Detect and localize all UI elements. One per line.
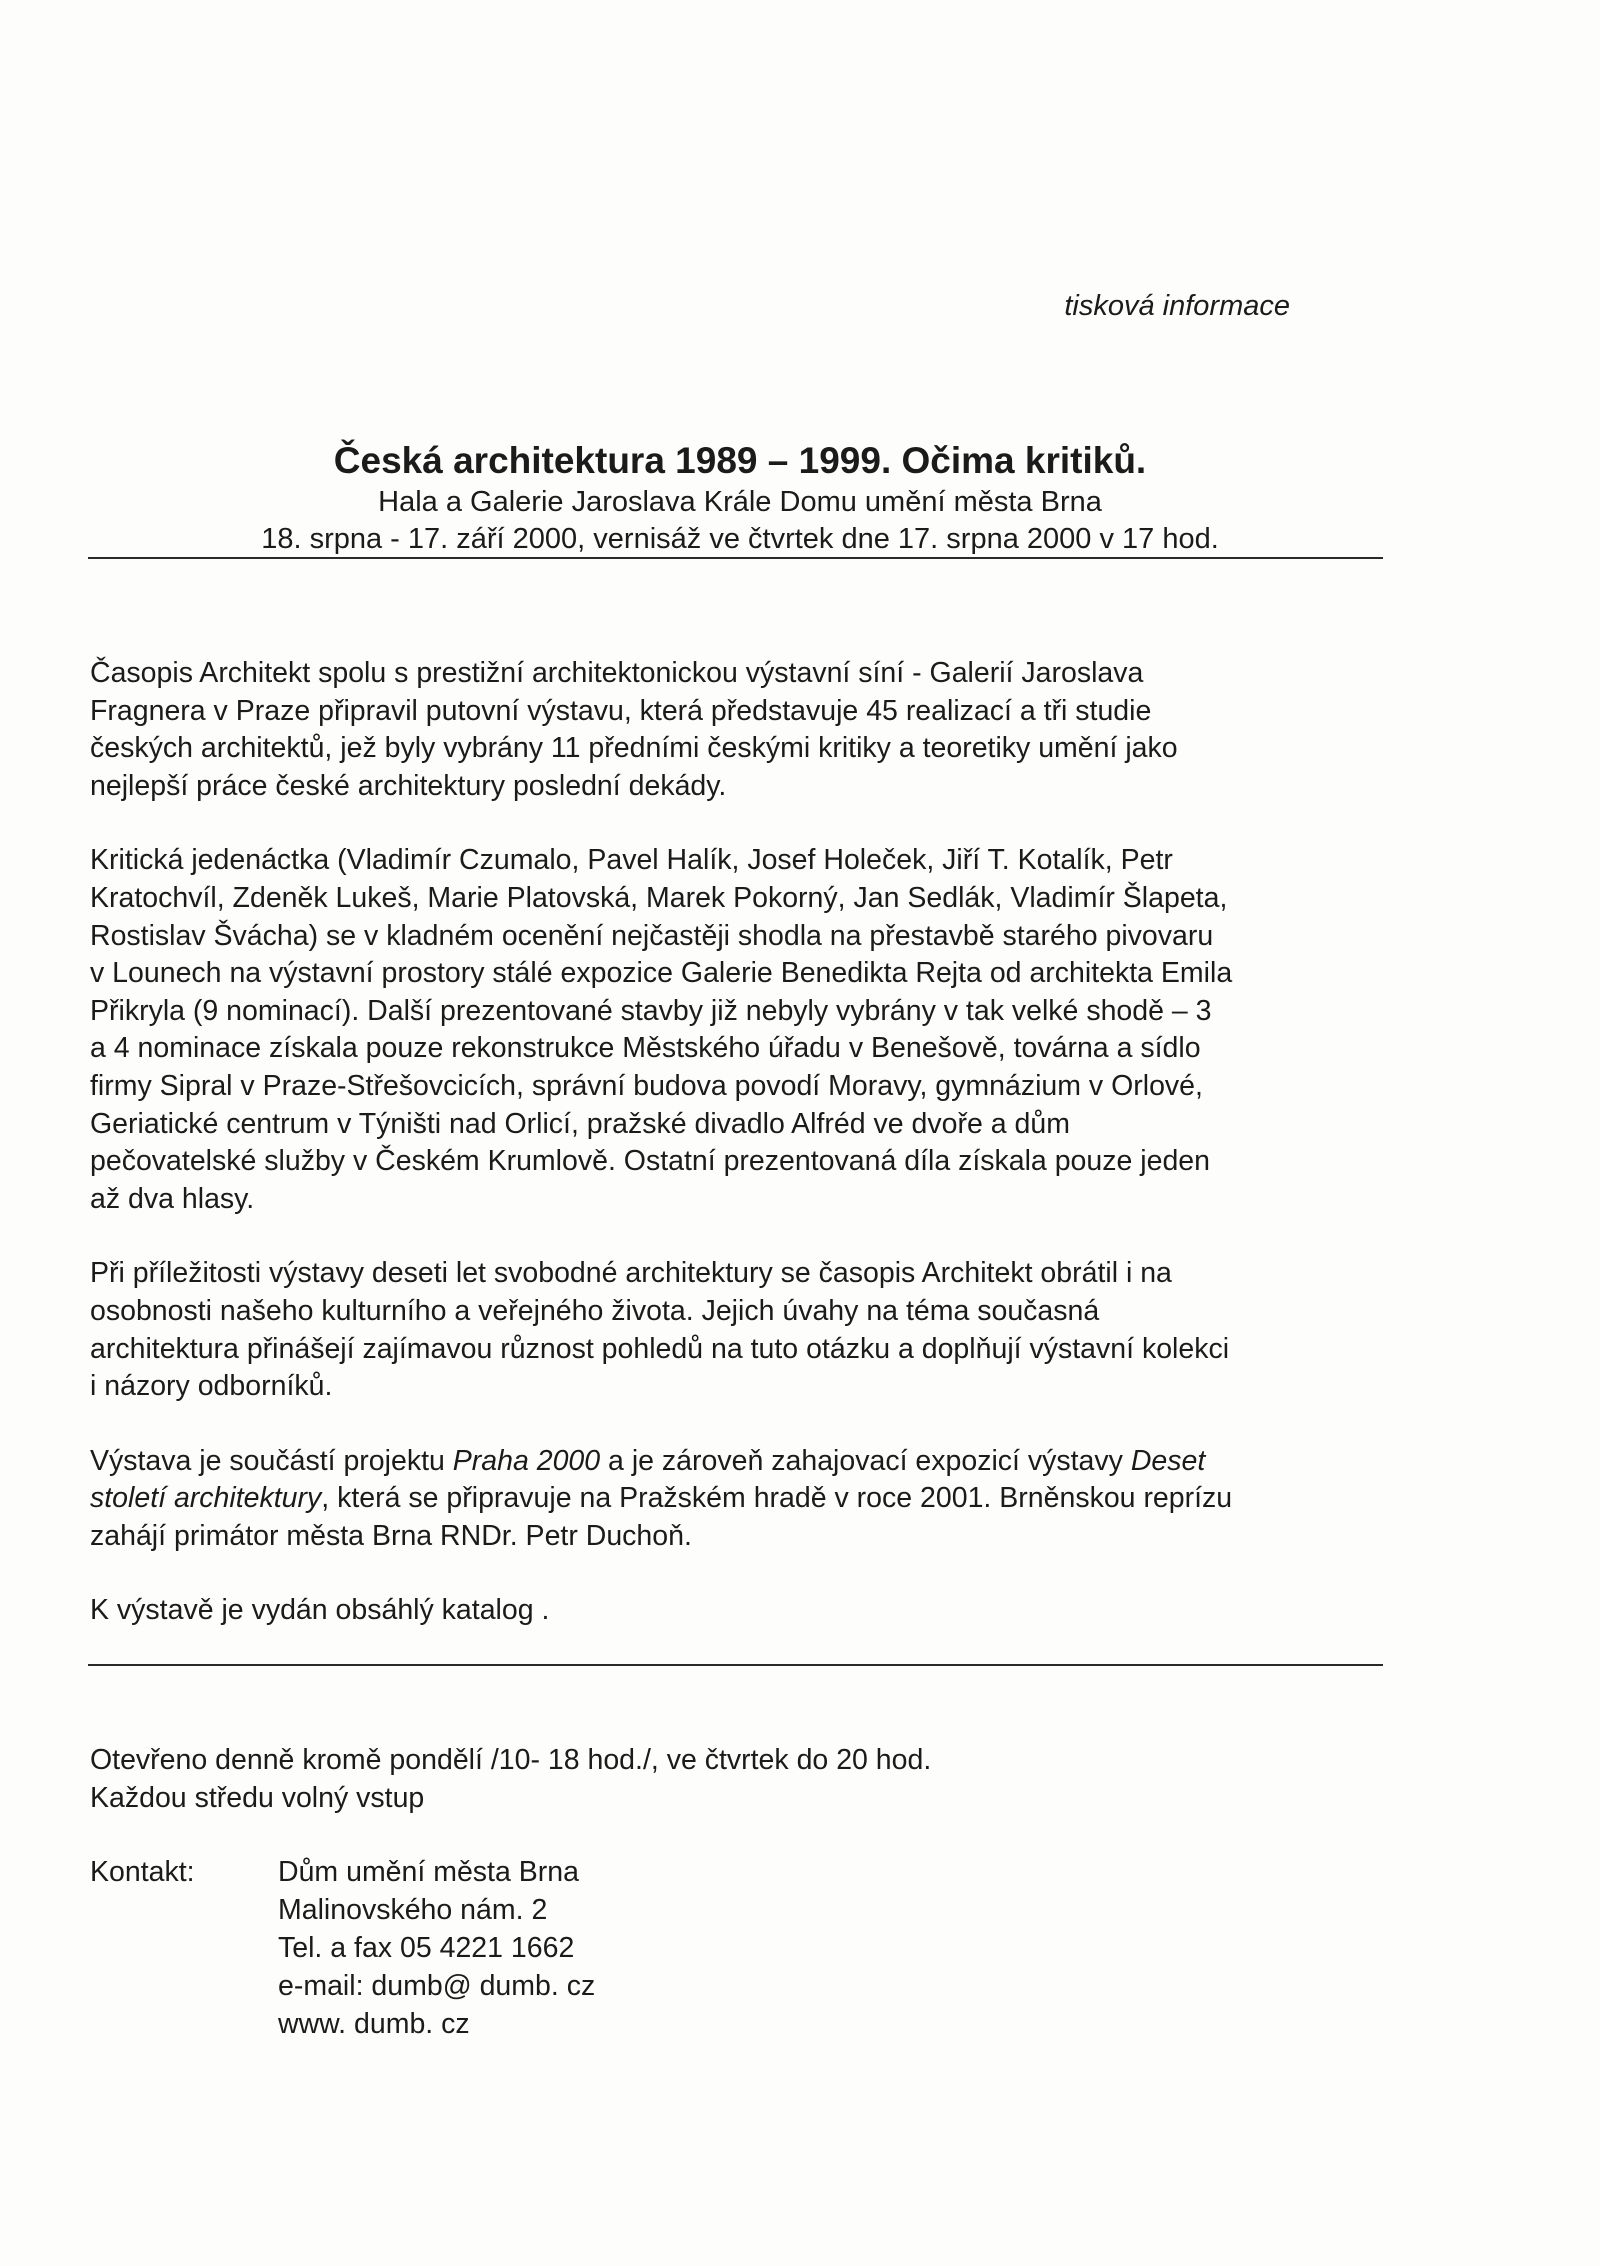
text-line: Přikryla (9 nominací). Další prezentované stavby již nebyly vybrány v tak velké shodě – 3 <box>90 994 1212 1027</box>
contact-website[interactable]: www. dumb. cz <box>278 2008 470 2040</box>
text-line: Fragnera v Praze připravil putovní výstavu, která představuje 45 realizací a tři studie <box>90 694 1152 727</box>
text-line: i názory odborníků. <box>90 1370 333 1403</box>
text-line: Rostislav Švácha) se v kladném ocenění nejčastěji shodla na přestavbě starého pivovaru <box>90 919 1214 952</box>
paragraph-intro <box>90 655 1390 805</box>
text-line: českých architektů, jež byly vybrány 11 předními českými kritiky a teoretiky umění jako <box>90 732 1178 765</box>
text-fragment: , která se připravuje na Pražském hradě v roce 2001. Brněnskou reprízu <box>321 1482 1233 1515</box>
paragraph-opinions <box>90 1255 1390 1405</box>
exhibition-name-part: Deset <box>1130 1444 1206 1477</box>
hours-line: Otevřeno denně kromě pondělí /10- 18 hod./, ve čtvrtek do 20 hod. <box>90 1744 932 1776</box>
contact-institution: Dům umění města Brna <box>278 1856 579 1888</box>
paragraph-catalog <box>90 1592 1390 1630</box>
exhibition-name-part: století architektury <box>90 1482 322 1515</box>
bottom-divider <box>88 1664 1383 1666</box>
text-fragment: a je zároveň zahajovací expozicí výstavy <box>600 1444 1131 1477</box>
free-entry-line: Každou středu volný vstup <box>90 1782 425 1814</box>
contact-phone: Tel. a fax 05 4221 1662 <box>278 1932 575 1964</box>
text-line: v Lounech na výstavní prostory stálé expozice Galerie Benedikta Rejta od architekta Emila <box>90 957 1233 990</box>
text-line: pečovatelské služby v Českém Krumlově. Ostatní prezentovaná díla získala pouze jeden <box>90 1145 1211 1178</box>
text-line: nejlepší práce české architektury poslední dekády. <box>90 769 727 802</box>
contact-details <box>278 1853 595 2043</box>
body-text <box>90 655 1390 1667</box>
text-line: Geriatické centrum v Týništi nad Orlicí, pražské divadlo Alfréd ve dvoře a dům <box>90 1107 1070 1140</box>
paragraph-project <box>90 1443 1390 1556</box>
text-line: Kratochvíl, Zdeněk Lukeš, Marie Platovská, Marek Pokorný, Jan Sedlák, Vladimír Šlapeta, <box>90 881 1228 914</box>
exhibition-dates: 18. srpna - 17. září 2000, vernisáž ve čtvrtek dne 17. srpna 2000 v 17 hod. <box>261 523 1219 555</box>
text-line: K výstavě je vydán obsáhlý katalog . <box>90 1594 550 1627</box>
text-line: architektura přinášejí zajímavou různost pohledů na tuto otázku a doplňují výstavní kolekci <box>90 1332 1230 1365</box>
text-fragment: Výstava je součástí projektu <box>90 1444 453 1477</box>
contact-block <box>90 1853 595 2043</box>
project-name: Praha 2000 <box>452 1444 601 1477</box>
text-line: Při příležitosti výstavy deseti let svobodné architektury se časopis Architekt obrátil i na <box>90 1257 1172 1290</box>
opening-hours <box>90 1741 931 1817</box>
text-line: a 4 nominace získala pouze rekonstrukce Městského úřadu v Benešově, továrna a sídlo <box>90 1032 1201 1065</box>
text-line: Časopis Architekt spolu s prestižní architektonickou výstavní síní - Galerií Jaroslava <box>90 657 1144 689</box>
text-line: zahájí primátor města Brna RNDr. Petr Duchoň. <box>90 1519 692 1552</box>
document-type-label: tisková informace <box>1064 290 1290 322</box>
title-block <box>150 438 1330 558</box>
text-line: až dva hlasy. <box>90 1182 255 1215</box>
exhibition-title: Česká architektura 1989 – 1999. Očima kritiků. <box>333 440 1147 481</box>
text-line <box>90 1480 1390 1518</box>
text-line <box>90 1443 1390 1481</box>
text-line: osobnosti našeho kulturního a veřejného života. Jejich úvahy na téma současná <box>90 1294 1100 1327</box>
text-line: firmy Sipral v Praze-Střešovcicích, správní budova povodí Moravy, gymnázium v Orlové, <box>90 1069 1203 1102</box>
contact-label: Kontakt: <box>90 1856 195 1888</box>
exhibition-venue: Hala a Galerie Jaroslava Krále Domu umění města Brna <box>378 486 1102 518</box>
contact-address: Malinovského nám. 2 <box>278 1894 548 1926</box>
contact-email[interactable]: e-mail: dumb@ dumb. cz <box>278 1970 596 2002</box>
top-divider <box>88 557 1383 559</box>
text-line: Kritická jedenáctka (Vladimír Czumalo, Pavel Halík, Josef Holeček, Jiří T. Kotalík, Petr <box>90 844 1173 877</box>
paragraph-critics <box>90 842 1390 1218</box>
